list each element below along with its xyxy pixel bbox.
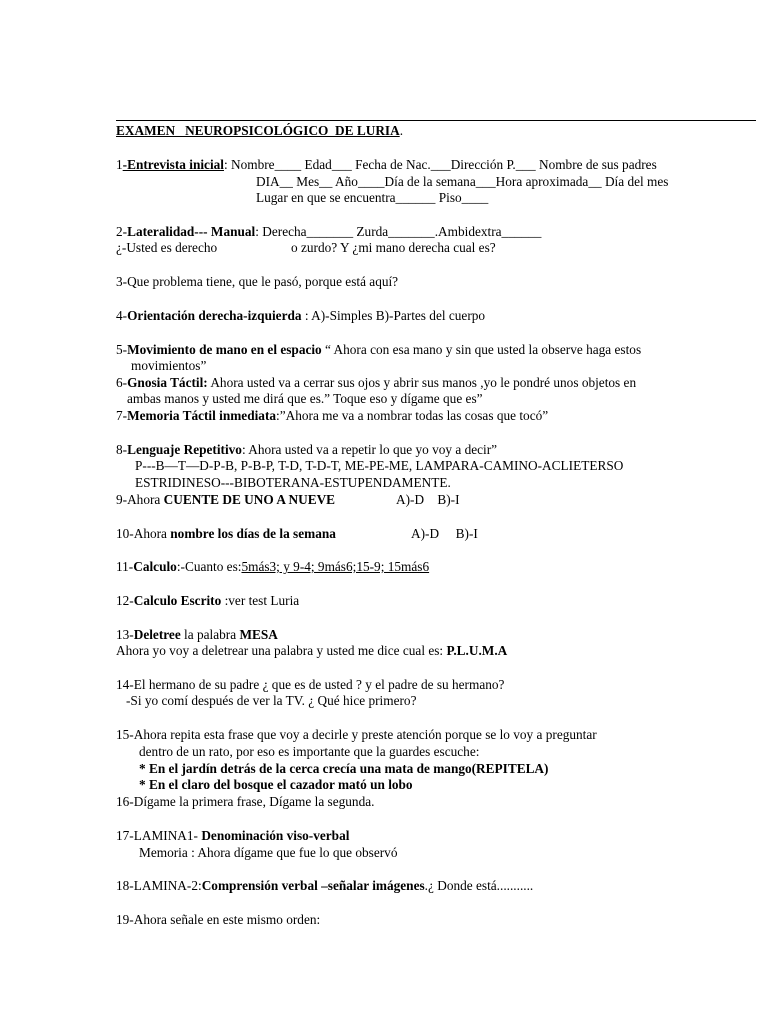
item-4: 4-Orientación derecha-izquierda : A)-Simples B)-Partes del cuerpo xyxy=(116,308,486,323)
item-8-line-1: 8-Lenguaje Repetitivo: Ahora usted va a repetir lo que yo voy a decir” xyxy=(116,442,498,457)
header-rule xyxy=(116,120,756,121)
item-9-options: A)-D B)-I xyxy=(396,492,460,507)
item-14-line-2: -Si yo comí después de ver la TV. ¿ Qué hice primero? xyxy=(126,693,417,708)
document-title: EXAMEN NEUROPSICOLÓGICO DE LURIA. xyxy=(116,123,404,138)
item-1-line-2: DIA__ Mes__ Año____Día de la semana___Hora aproximada__ Día del mes xyxy=(256,174,669,189)
item-2-question-a: ¿-Usted es derecho xyxy=(116,240,218,255)
item-9: 9-Ahora CUENTE DE UNO A NUEVE xyxy=(116,492,336,507)
item-3: 3-Que problema tiene, que le pasó, porque está aquí? xyxy=(116,274,399,289)
item-12: 12-Calculo Escrito :ver test Luria xyxy=(116,593,300,608)
item-19: 19-Ahora señale en este mismo orden: xyxy=(116,912,321,927)
item-7: 7-Memoria Táctil inmediata:”Ahora me va a nombrar todas las cosas que tocó” xyxy=(116,408,549,423)
item-18: 18-LAMINA-2:Comprensión verbal –señalar imágenes.¿ Donde está........... xyxy=(116,878,534,893)
item-15-phrase-1: * En el jardín detrás de la cerca crecía una mata de mango(REPITELA) xyxy=(139,761,549,776)
item-6-line-1: 6-Gnosia Táctil: Ahora usted va a cerrar sus ojos y abrir sus manos ,yo le pondré unos objetos en xyxy=(116,375,637,390)
item-5-line-2: movimientos” xyxy=(131,358,207,373)
item-13-line-1: 13-Deletree la palabra MESA xyxy=(116,627,278,642)
item-16: 16-Dígame la primera frase, Dígame la segunda. xyxy=(116,794,375,809)
item-15-phrase-2: * En el claro del bosque el cazador mató un lobo xyxy=(139,777,413,792)
item-13-line-2: Ahora yo voy a deletrear una palabra y usted me dice cual es: P.L.U.M.A xyxy=(116,643,508,658)
item-2-line-1: 2-Lateralidad--- Manual: Derecha_______ Zurda_______.Ambidextra______ xyxy=(116,224,542,239)
item-2-question-b: o zurdo? Y ¿mi mano derecha cual es? xyxy=(291,240,496,255)
item-10-options: A)-D B)-I xyxy=(411,526,478,541)
item-14-line-1: 14-El hermano de su padre ¿ que es de usted ? y el padre de su hermano? xyxy=(116,677,505,692)
item-15-line-2: dentro de un rato, por eso es importante que la guardes escuche: xyxy=(139,744,480,759)
item-1-line-3: Lugar en que se encuentra______ Piso____ xyxy=(256,190,489,205)
item-5-line-1: 5-Movimiento de mano en el espacio “ Ahora con esa mano y sin que usted la observe haga estos xyxy=(116,342,642,357)
item-15-line-1: 15-Ahora repita esta frase que voy a decirle y preste atención porque se lo voy a preguntar xyxy=(116,727,597,742)
item-6-line-2: ambas manos y usted me dirá que es.” Toque eso y dígame que es” xyxy=(127,391,483,406)
item-8-line-3: ESTRIDINESO---BIBOTERANA-ESTUPENDAMENTE. xyxy=(135,475,451,490)
item-1-line-1: 1-Entrevista inicial: Nombre____ Edad___ Fecha de Nac.___Dirección P.___ Nombre de sus padres xyxy=(116,157,657,172)
item-10: 10-Ahora nombre los días de la semana xyxy=(116,526,336,541)
item-17-line-2: Memoria : Ahora dígame que fue lo que observó xyxy=(139,845,398,860)
item-8-line-2: P---B—T—D-P-B, P-B-P, T-D, T-D-T, ME-PE-ME, LAMPARA-CAMINO-ACLIETERSO xyxy=(135,458,624,473)
item-17-line-1: 17-LAMINA1- Denominación viso-verbal xyxy=(116,828,350,843)
item-11: 11-Calculo:-Cuanto es:5más3; y 9-4; 9más6;15-9; 15más6 xyxy=(116,559,430,574)
